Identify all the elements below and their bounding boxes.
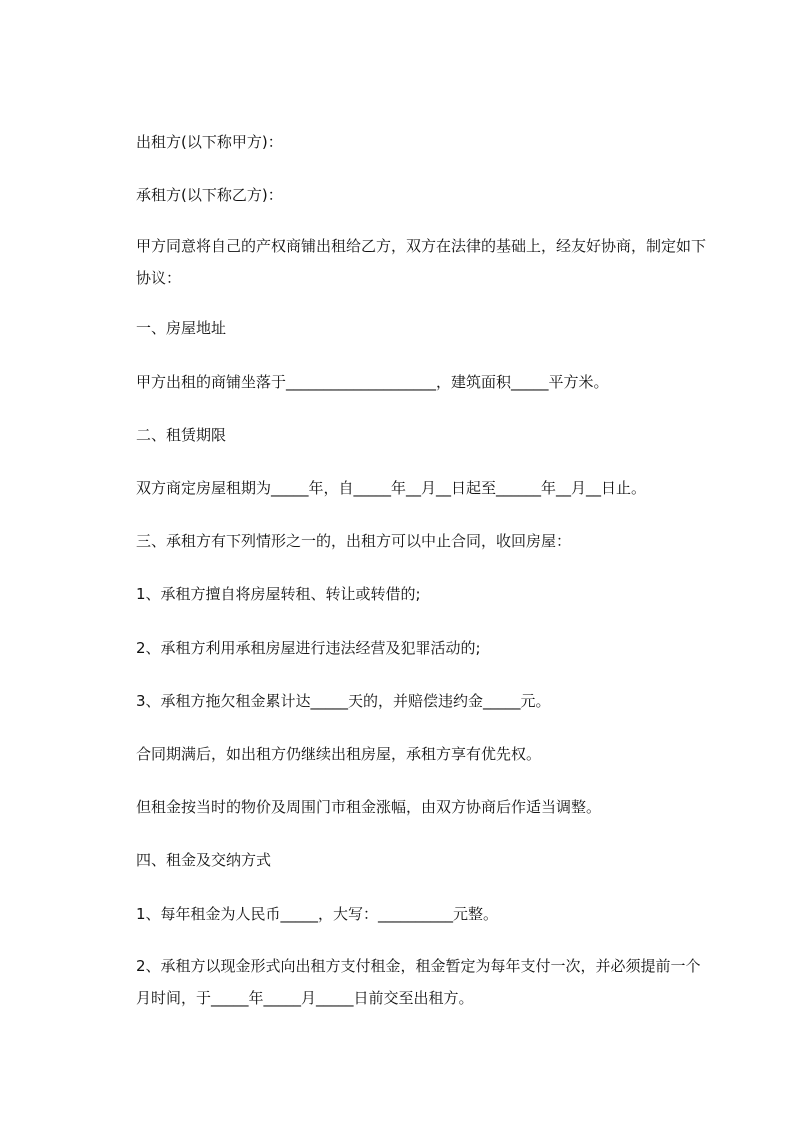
- renewal-clause: 合同期满后，如出租方仍继续出租房屋，承租方享有优先权。: [136, 745, 542, 763]
- section-heading-rent: 四、租金及交纳方式: [136, 851, 272, 869]
- termination-item-1: 1、承租方擅自将房屋转租、转让或转借的;: [136, 585, 421, 603]
- term-clause: 双方商定房屋租期为_____年，自_____年__月__日起至______年__月__日止。: [136, 479, 647, 497]
- rent-item-2: 2、承租方以现金形式向出租方支付租金，租金暂定为每年支付一次，并必须提前一个月时间，于_____年_____月_____日前交至出租方。: [136, 957, 701, 1007]
- section-heading-term: 二、租赁期限: [136, 426, 227, 444]
- lessee-line: 承租方(以下称乙方)：: [136, 186, 283, 204]
- rent-item-1: 1、每年租金为人民币_____，大写：__________元整。: [136, 905, 499, 923]
- lessor-line: 出租方(以下称甲方)：: [136, 133, 283, 151]
- termination-item-3: 3、承租方拖欠租金累计达_____天的，并赔偿违约金_____元。: [136, 692, 551, 710]
- rent-adjustment-clause: 但租金按当时的物价及周围门市租金涨幅，由双方协商后作适当调整。: [136, 798, 602, 816]
- address-clause: 甲方出租的商铺坐落于____________________，建筑面积_____平方米。: [136, 373, 609, 391]
- section-heading-termination: 三、承租方有下列情形之一的，出租方可以中止合同，收回房屋：: [136, 532, 572, 550]
- termination-item-2: 2、承租方利用承租房屋进行违法经营及犯罪活动的;: [136, 639, 481, 657]
- section-heading-address: 一、房屋地址: [136, 319, 227, 337]
- intro-paragraph: 甲方同意将自己的产权商铺出租给乙方，双方在法律的基础上，经友好协商，制定如下协议：: [136, 237, 707, 287]
